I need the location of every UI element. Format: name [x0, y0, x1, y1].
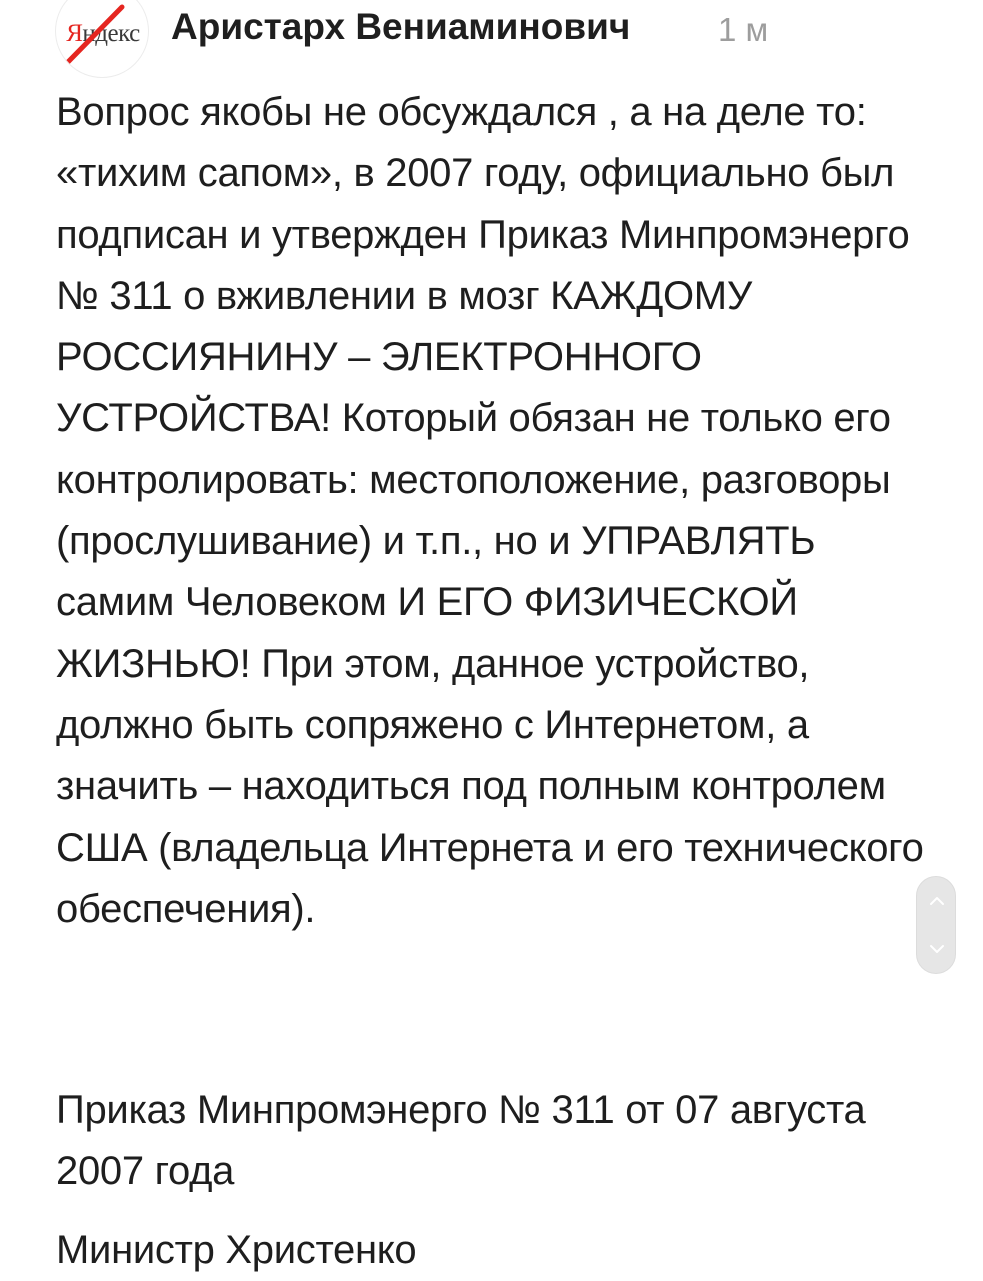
logo-first-letter: Я [66, 20, 83, 47]
comment-paragraph-signature: Министр Христенко [56, 1227, 417, 1272]
scroll-navigator [916, 876, 956, 974]
comment-paragraph-order: Приказ Минпромэнерго № 311 от 07 августа 2007 года [56, 1088, 866, 1194]
scroll-up-button[interactable] [917, 877, 957, 925]
avatar[interactable] [55, 0, 149, 78]
logo-rest: ндекс [82, 20, 140, 47]
comment-body [56, 82, 926, 1281]
timestamp: 1 м [718, 11, 769, 48]
comment-header [0, 0, 983, 60]
chevron-down-icon [929, 944, 945, 954]
comment-paragraph-main: Вопрос якобы не обсуждался , а на деле то: «тихим сапом», в 2007 году, официально был подписан и утвержден Приказ Минпромэнерго № 311 о вживлении в мозг КАЖДОМУ РОССИЯНИНУ – ЭЛЕКТРОННОГО УСТРОЙСТВА! Который обязан не только его контролировать: местоположение, разговоры (прослушивание) и т.п., но и УПРАВЛЯТЬ самим Человеком И ЕГО ФИЗИЧЕСКОЙ ЖИЗНЬЮ! При этом, данное устройство, должно быть сопряжено с Интернетом, а значить – находиться под полным контролем США (владельца Интернета и его технического обеспечения). [56, 90, 924, 931]
author-name[interactable]: Аристарх Вениаминович [171, 6, 631, 47]
chevron-up-icon [929, 896, 945, 906]
scroll-down-button[interactable] [917, 925, 957, 973]
strikethrough-icon [56, 0, 148, 77]
